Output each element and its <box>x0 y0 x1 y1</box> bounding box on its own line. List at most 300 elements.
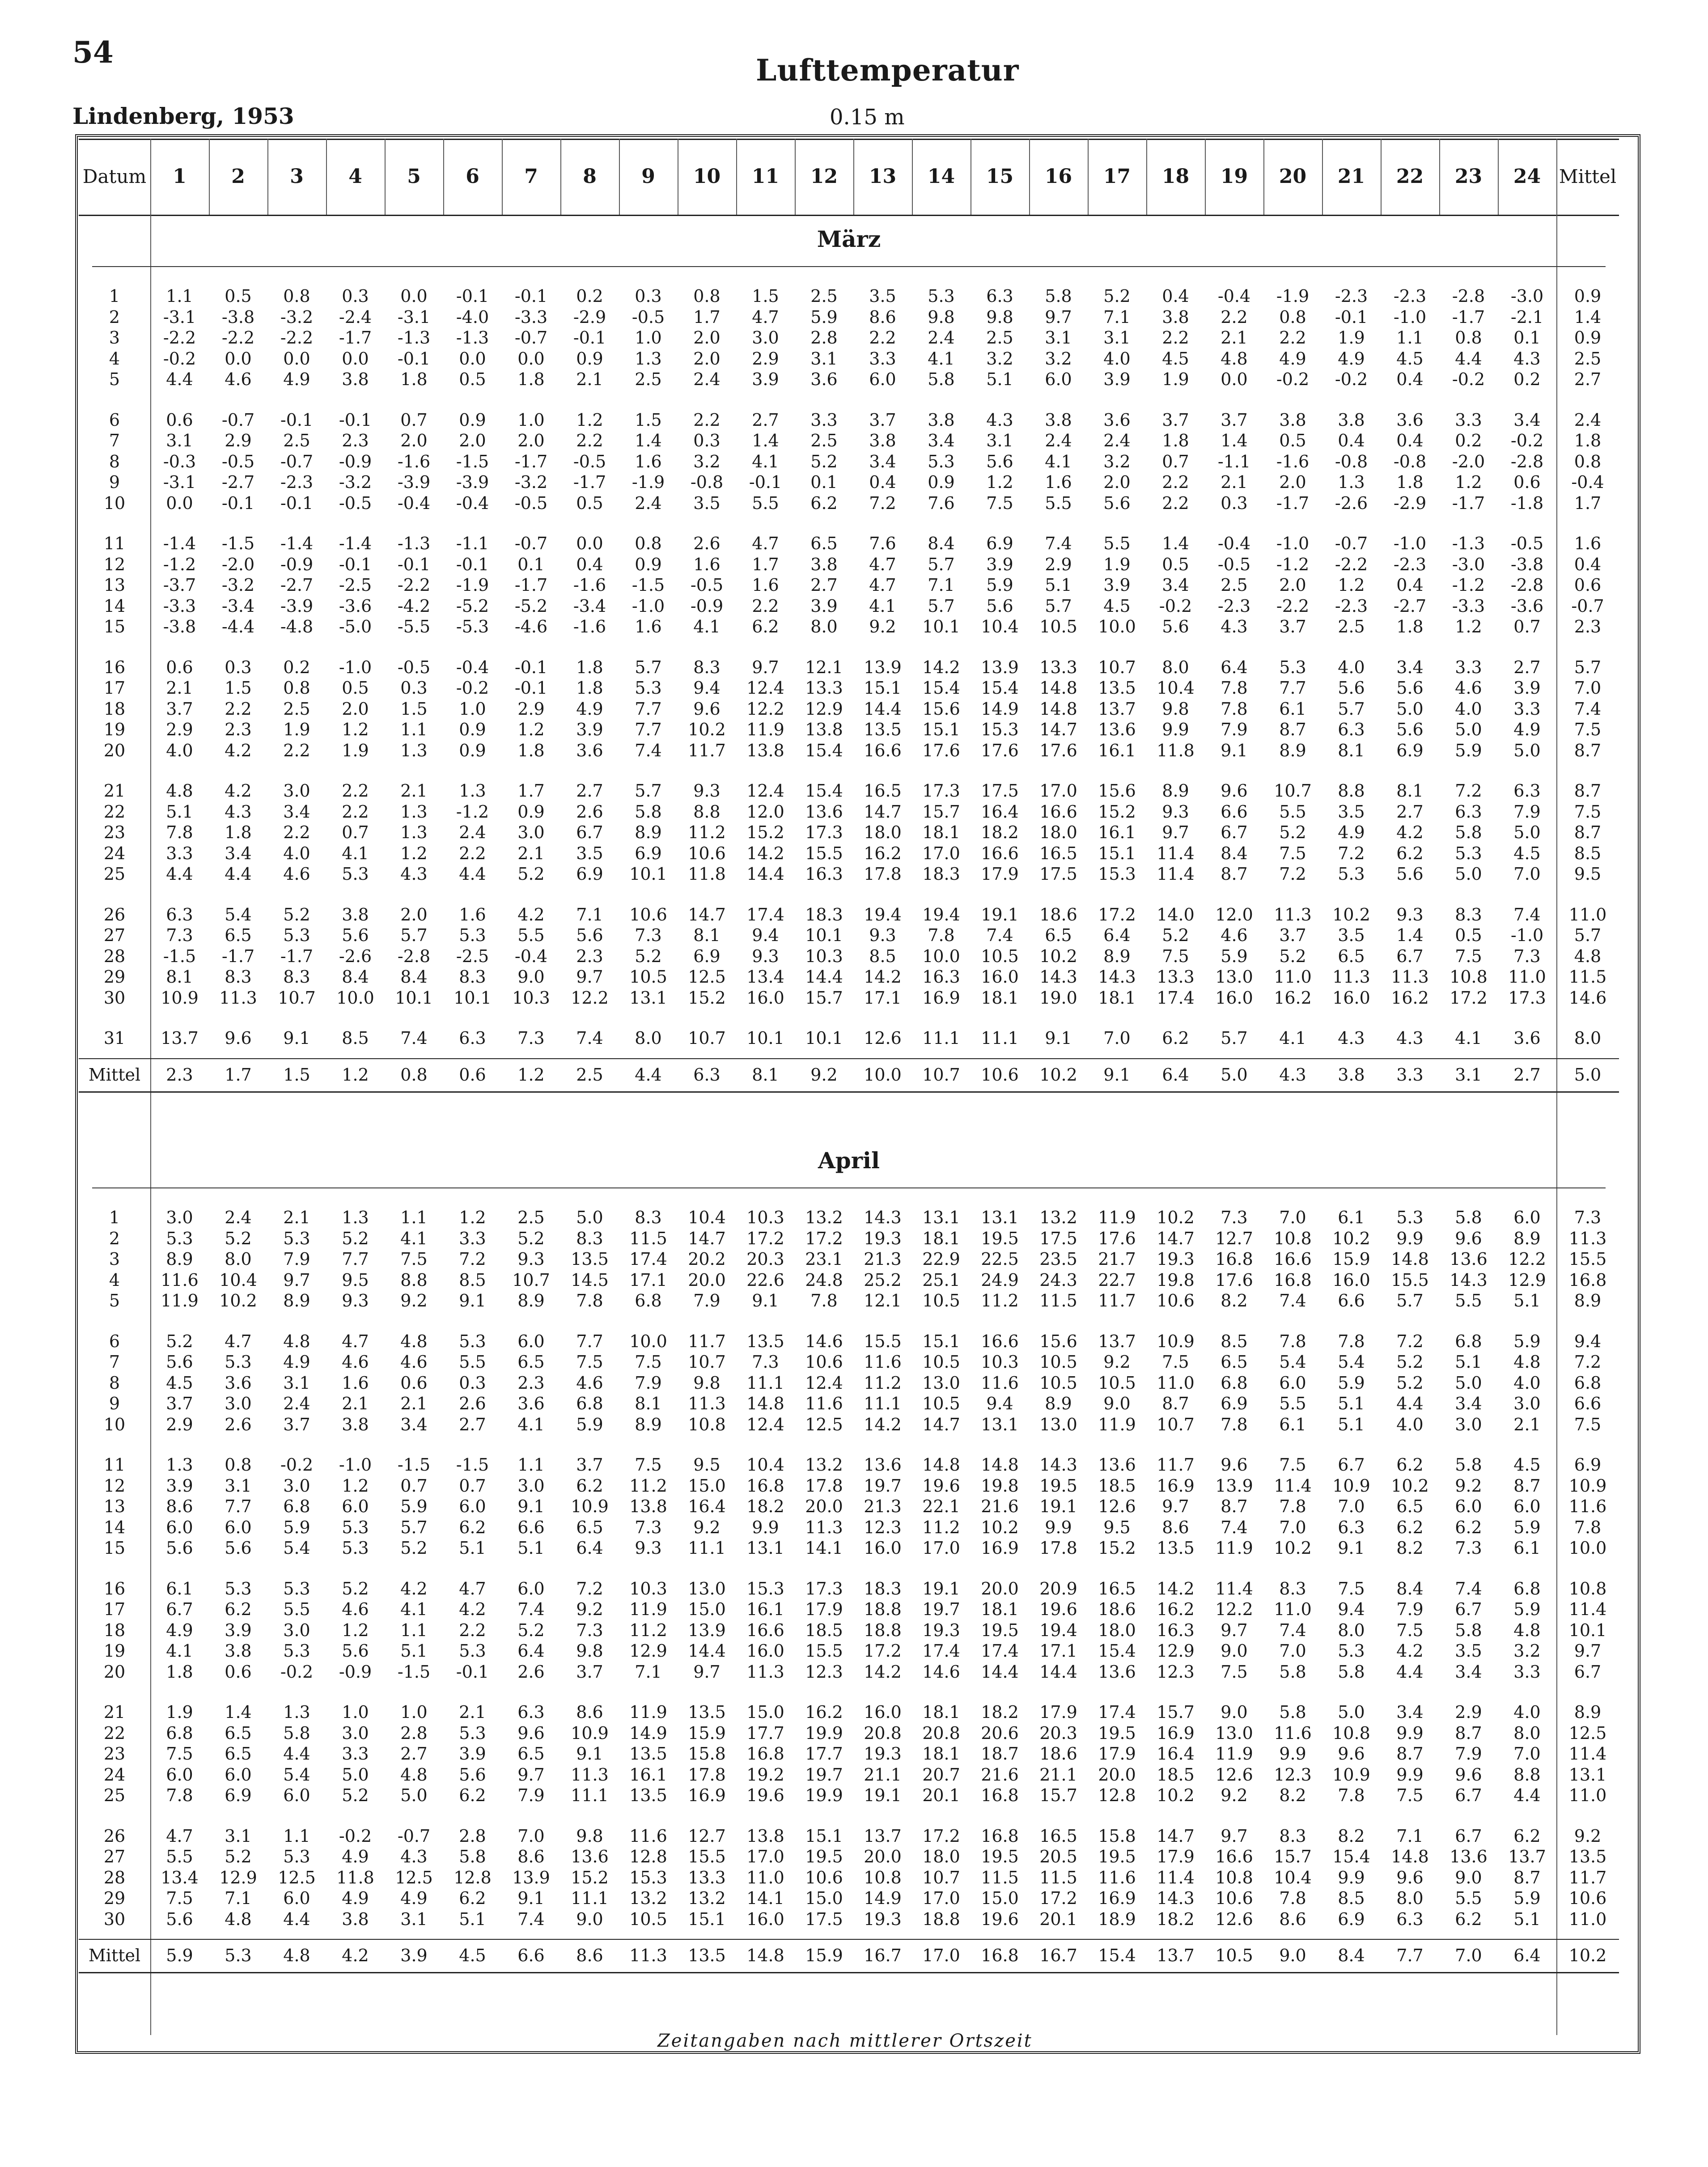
hour-value: 10.1 <box>629 864 667 884</box>
hour-value: 16.6 <box>1215 1847 1253 1866</box>
hour-value: 0.7 <box>400 1476 428 1496</box>
hour-value: 19.1 <box>922 1578 960 1599</box>
hour-value: 3.1 <box>400 1909 428 1929</box>
hour-value: 4.6 <box>342 1352 369 1372</box>
hour-value: 8.7 <box>1455 1723 1482 1743</box>
table-row <box>0 1208 1619 1227</box>
hour-value: 2.2 <box>693 410 720 430</box>
hour-value: 3.2 <box>1103 451 1131 471</box>
hour-value: 8.6 <box>1279 1909 1306 1929</box>
hour-value: 9.3 <box>752 946 779 966</box>
row-mean: 10.1 <box>1568 1620 1607 1640</box>
hour-value: 15.4 <box>1332 1847 1370 1866</box>
hour-value: 5.8 <box>928 369 955 389</box>
hour-value: 19.3 <box>922 1620 960 1640</box>
hour-value: 7.9 <box>1513 801 1541 822</box>
hour-value: 18.9 <box>1098 1909 1136 1929</box>
hour-value: 4.3 <box>400 1847 428 1866</box>
hour-value: 7.5 <box>986 493 1013 513</box>
hour-value: 5.9 <box>1221 946 1248 966</box>
hour-value: -3.2 <box>339 472 372 492</box>
hour-value: 10.0 <box>922 946 960 966</box>
hour-value: 19.7 <box>805 1764 843 1785</box>
hour-value: 6.5 <box>1045 925 1072 945</box>
hour-value: 19.5 <box>981 1620 1019 1640</box>
hour-value: 5.3 <box>1279 657 1306 677</box>
hour-value: 15.7 <box>1039 1785 1077 1805</box>
hour-value: 5.3 <box>1338 864 1365 884</box>
hour-value: 10.2 <box>1157 1208 1195 1227</box>
hour-value: 1.8 <box>1162 431 1189 450</box>
hour-value: 8.9 <box>1162 781 1189 801</box>
row-mean: 8.7 <box>1574 781 1602 801</box>
hour-value: 5.6 <box>1338 678 1365 698</box>
page-number: 54 <box>72 35 114 70</box>
hour-value: -3.6 <box>339 596 372 616</box>
hour-value: -3.2 <box>221 575 255 595</box>
hour-value: 6.5 <box>1396 1497 1424 1516</box>
hour-value: 9.0 <box>1455 1867 1482 1887</box>
hour-value: 17.3 <box>805 1578 843 1599</box>
hour-value: 15.4 <box>805 740 843 760</box>
hour-value: 4.1 <box>400 1228 428 1248</box>
hour-value: 5.2 <box>225 1228 252 1248</box>
hour-value: 4.1 <box>928 348 955 369</box>
hour-value: 5.6 <box>166 1352 193 1372</box>
hour-value: 2.2 <box>1162 493 1189 513</box>
hour-value: 7.5 <box>1162 946 1189 966</box>
row-mean: 15.5 <box>1568 1249 1607 1269</box>
hour-value: 4.4 <box>283 1744 310 1764</box>
hour-value: 7.8 <box>928 925 955 945</box>
table-row <box>0 657 1619 677</box>
hour-value: 16.3 <box>922 967 960 987</box>
hour-value: 0.3 <box>225 657 252 677</box>
hour-value: 14.3 <box>864 1208 902 1227</box>
hour-value: 3.6 <box>225 1373 252 1393</box>
row-mean: -0.7 <box>1571 596 1604 616</box>
hour-value: 9.3 <box>517 1249 545 1269</box>
row-mean: 7.3 <box>1574 1208 1602 1227</box>
mean-value: 16.7 <box>1039 1946 1077 1965</box>
hour-value: 13.5 <box>688 1702 726 1722</box>
hour-value: 0.9 <box>517 801 545 822</box>
hour-value: 5.3 <box>342 864 369 884</box>
hour-value: 4.7 <box>869 554 896 574</box>
hour-value: 7.8 <box>166 1785 193 1805</box>
hour-value: 1.6 <box>635 617 662 636</box>
header-hour: 2 <box>231 165 245 188</box>
hour-value: 24.3 <box>1039 1270 1077 1290</box>
mean-value: 4.8 <box>283 1946 310 1965</box>
hour-value: -0.1 <box>749 472 782 492</box>
hour-value: -1.1 <box>1217 451 1251 471</box>
hour-value: 1.2 <box>342 1476 369 1496</box>
row-mean: 1.8 <box>1574 431 1602 450</box>
hour-value: 15.2 <box>1098 801 1136 822</box>
hour-value: 4.8 <box>400 1764 428 1785</box>
hour-value: 1.6 <box>1045 472 1072 492</box>
hour-value: 5.9 <box>283 1517 310 1537</box>
mean-value: 4.3 <box>1279 1064 1306 1085</box>
hour-value: 4.5 <box>1103 596 1131 616</box>
hour-value: 19.3 <box>864 1228 902 1248</box>
table-row <box>0 555 1619 574</box>
hour-value: 4.4 <box>1513 1785 1541 1805</box>
hour-value: 5.7 <box>928 554 955 574</box>
mean-value: 10.2 <box>1039 1064 1077 1085</box>
hour-value: -2.3 <box>1335 286 1368 306</box>
hour-value: 10.7 <box>1098 657 1136 677</box>
hour-value: 6.3 <box>1396 1909 1424 1929</box>
hour-value: 3.5 <box>869 286 896 306</box>
hour-value: 20.1 <box>1039 1909 1077 1929</box>
hour-value: 12.6 <box>1215 1764 1253 1785</box>
hour-value: 17.1 <box>1039 1641 1077 1661</box>
hour-value: 15.2 <box>1098 1538 1136 1558</box>
hour-value: 2.0 <box>1103 472 1131 492</box>
hour-value: -0.1 <box>456 286 489 306</box>
table-row <box>0 349 1619 369</box>
hour-value: 3.5 <box>1455 1641 1482 1661</box>
row-date: 22 <box>103 1723 126 1743</box>
hour-value: 9.7 <box>576 967 603 987</box>
hour-value: 5.7 <box>1221 1028 1248 1048</box>
hour-value: 11.8 <box>688 864 726 884</box>
row-date: 9 <box>109 1394 120 1413</box>
hour-value: 6.8 <box>1455 1331 1482 1351</box>
row-date: 29 <box>103 967 126 987</box>
hour-value: 12.3 <box>1274 1764 1312 1785</box>
hour-value: -1.7 <box>514 451 548 471</box>
hour-value: 11.4 <box>1157 1867 1195 1887</box>
hour-value: 19.4 <box>1039 1620 1077 1640</box>
hour-value: 16.9 <box>922 988 960 1008</box>
row-date: 27 <box>103 925 126 945</box>
table-row <box>0 1455 1619 1475</box>
hour-value: 11.2 <box>864 1373 902 1393</box>
hour-value: 17.0 <box>922 1888 960 1908</box>
hour-value: 6.8 <box>166 1723 193 1743</box>
hour-value: 13.0 <box>1215 967 1253 987</box>
hour-value: 9.1 <box>1221 740 1248 760</box>
hour-value: 4.6 <box>1455 678 1482 698</box>
hour-value: -0.1 <box>1335 307 1368 327</box>
hour-value: 2.9 <box>752 348 779 369</box>
hour-value: 12.5 <box>395 1867 433 1887</box>
hour-value: 5.9 <box>986 575 1013 595</box>
hour-value: 10.6 <box>805 1352 843 1372</box>
hour-value: 7.7 <box>1279 678 1306 698</box>
hour-value: 19.3 <box>864 1744 902 1764</box>
hour-value: 4.9 <box>400 1888 428 1908</box>
hour-value: 1.3 <box>400 740 428 760</box>
row-date: 10 <box>103 493 126 513</box>
hour-value: -3.1 <box>163 472 196 492</box>
hour-value: -1.7 <box>339 328 372 348</box>
hour-value: 5.0 <box>1513 740 1541 760</box>
hour-value: 8.6 <box>166 1497 193 1516</box>
row-mean: 0.4 <box>1574 554 1602 574</box>
hour-value: -0.2 <box>1452 369 1485 389</box>
hour-value: 7.8 <box>1221 1414 1248 1434</box>
hour-value: 3.3 <box>1455 657 1482 677</box>
hour-value: 1.4 <box>225 1702 252 1722</box>
hour-value: 5.6 <box>1396 720 1424 739</box>
hour-value: 3.4 <box>869 451 896 471</box>
hour-value: 1.7 <box>693 307 720 327</box>
hour-value: 18.7 <box>981 1744 1019 1764</box>
hour-value: 11.1 <box>571 1785 609 1805</box>
hour-value: 22.1 <box>922 1497 960 1516</box>
hour-value: -5.0 <box>339 617 372 636</box>
hour-value: 5.8 <box>1338 1662 1365 1682</box>
hour-value: 8.1 <box>635 1394 662 1413</box>
hour-value: 10.7 <box>512 1270 550 1290</box>
hour-value: 11.9 <box>1098 1208 1136 1227</box>
hour-value: 11.2 <box>688 823 726 842</box>
hour-value: 2.4 <box>635 493 662 513</box>
hour-value: 6.4 <box>1103 925 1131 945</box>
hour-value: 13.2 <box>805 1455 843 1475</box>
hour-value: 6.4 <box>517 1641 545 1661</box>
hour-value: 0.2 <box>283 657 310 677</box>
hour-value: 4.4 <box>166 369 193 389</box>
hour-value: -3.3 <box>514 307 548 327</box>
row-date: 12 <box>103 1476 126 1496</box>
hour-value: 10.4 <box>219 1270 257 1290</box>
hour-value: 2.5 <box>635 369 662 389</box>
hour-value: 4.3 <box>986 410 1013 430</box>
hour-value: 6.8 <box>283 1497 310 1516</box>
row-mean: 9.5 <box>1574 864 1602 884</box>
hour-value: 2.1 <box>342 1394 369 1413</box>
hour-value: 18.1 <box>922 823 960 842</box>
hour-value: 20.0 <box>864 1847 902 1866</box>
hour-value: 9.7 <box>1221 1620 1248 1640</box>
hour-value: 10.9 <box>161 988 199 1008</box>
hour-value: 15.3 <box>629 1867 667 1887</box>
hour-value: 11.1 <box>981 1028 1019 1048</box>
hour-value: 6.5 <box>576 1517 603 1537</box>
mean-value: 10.5 <box>1215 1946 1253 1965</box>
hour-value: -0.8 <box>1335 451 1368 471</box>
hour-value: 18.8 <box>922 1909 960 1929</box>
hour-value: 18.5 <box>805 1620 843 1640</box>
row-date: 28 <box>103 1867 126 1887</box>
hour-value: -3.0 <box>1510 286 1544 306</box>
hour-value: 5.2 <box>635 946 662 966</box>
hour-value: 13.6 <box>1098 1455 1136 1475</box>
hour-value: 8.4 <box>400 967 428 987</box>
table-row <box>0 534 1619 553</box>
table-row <box>0 1723 1619 1743</box>
hour-value: 5.2 <box>517 864 545 884</box>
header-hour: 4 <box>348 165 362 188</box>
hour-value: 17.7 <box>746 1723 784 1743</box>
hour-value: 4.7 <box>225 1331 252 1351</box>
hour-value: 2.7 <box>1396 801 1424 822</box>
hour-value: 12.8 <box>1098 1785 1136 1805</box>
mean-value: 5.0 <box>1574 1064 1602 1085</box>
hour-value: 18.2 <box>1157 1909 1195 1929</box>
hour-value: 13.1 <box>629 988 667 1008</box>
table-row <box>0 1620 1619 1640</box>
hour-value: 18.1 <box>981 1599 1019 1619</box>
hour-value: 15.1 <box>864 678 902 698</box>
hour-value: -2.5 <box>456 946 489 966</box>
hour-value: 19.1 <box>864 1785 902 1805</box>
hour-value: 19.1 <box>981 904 1019 924</box>
hour-value: 10.0 <box>1098 617 1136 636</box>
hour-value: 0.7 <box>342 823 369 842</box>
hour-value: 15.0 <box>981 1888 1019 1908</box>
hour-value: 20.1 <box>922 1785 960 1805</box>
hour-value: 16.1 <box>746 1599 784 1619</box>
hour-value: 6.7 <box>576 823 603 842</box>
row-mean: 1.6 <box>1574 534 1602 553</box>
hour-value: 0.3 <box>635 286 662 306</box>
hour-value: 15.1 <box>1098 843 1136 863</box>
hour-value: 9.7 <box>1045 307 1072 327</box>
hour-value: 6.0 <box>517 1331 545 1351</box>
hour-value: 14.3 <box>1098 967 1136 987</box>
hour-value: 5.9 <box>810 307 838 327</box>
hour-value: 13.5 <box>864 720 902 739</box>
hour-value: 0.2 <box>1513 369 1541 389</box>
hour-value: 2.8 <box>810 328 838 348</box>
hour-value: 11.4 <box>1157 864 1195 884</box>
hour-value: 13.2 <box>1039 1208 1077 1227</box>
row-mean: 7.5 <box>1574 720 1602 739</box>
hour-value: 2.9 <box>1045 554 1072 574</box>
hour-value: 21.1 <box>864 1764 902 1785</box>
hour-value: 11.8 <box>336 1867 374 1887</box>
row-date: 9 <box>109 472 120 492</box>
hour-value: -0.2 <box>280 1455 314 1475</box>
hour-value: 7.2 <box>1279 864 1306 884</box>
hour-value: 1.0 <box>342 1702 369 1722</box>
hour-value: 9.4 <box>1338 1599 1365 1619</box>
hour-value: 9.0 <box>1103 1394 1131 1413</box>
hour-value: 4.4 <box>166 864 193 884</box>
table-row <box>0 1909 1619 1929</box>
hour-value: 19.6 <box>1039 1599 1077 1619</box>
hour-value: 11.3 <box>219 988 257 1008</box>
hour-value: 22.6 <box>746 1270 784 1290</box>
hour-value: 2.6 <box>576 801 603 822</box>
table-row <box>0 1579 1619 1599</box>
hour-value: 17.1 <box>629 1270 667 1290</box>
hour-value: 11.0 <box>746 1867 784 1887</box>
hour-value: 22.7 <box>1098 1270 1136 1290</box>
hour-value: 14.7 <box>1157 1228 1195 1248</box>
hour-value: 9.9 <box>1279 1744 1306 1764</box>
hour-value: 5.8 <box>635 801 662 822</box>
hour-value: 7.4 <box>400 1028 428 1048</box>
hour-value: 15.8 <box>1098 1826 1136 1846</box>
hour-value: 1.4 <box>752 431 779 450</box>
hour-value: 11.2 <box>629 1476 667 1496</box>
hour-value: 7.8 <box>1221 678 1248 698</box>
hour-value: 18.6 <box>1039 904 1077 924</box>
hour-value: -1.2 <box>456 801 489 822</box>
hour-value: 10.3 <box>981 1352 1019 1372</box>
row-mean: 2.7 <box>1574 369 1602 389</box>
hour-value: 15.7 <box>922 801 960 822</box>
hour-value: 2.2 <box>1279 328 1306 348</box>
hour-value: 6.9 <box>693 946 720 966</box>
mean-value: 15.4 <box>1098 1946 1136 1965</box>
hour-value: 16.8 <box>746 1476 784 1496</box>
hour-value: 5.2 <box>342 1785 369 1805</box>
hour-value: -1.5 <box>456 1455 489 1475</box>
hour-value: 5.9 <box>1455 740 1482 760</box>
row-date: 21 <box>103 781 126 801</box>
mean-value: 2.3 <box>166 1064 193 1085</box>
hour-value: 6.2 <box>225 1599 252 1619</box>
hour-value: 10.4 <box>1157 678 1195 698</box>
hour-value: -3.6 <box>1510 596 1544 616</box>
hour-value: 5.3 <box>342 1517 369 1537</box>
hour-value: 16.9 <box>1098 1888 1136 1908</box>
hour-value: 6.0 <box>225 1517 252 1537</box>
table-row <box>0 1028 1619 1048</box>
hour-value: 2.7 <box>576 781 603 801</box>
hour-value: 9.9 <box>1396 1723 1424 1743</box>
column-divider <box>560 139 561 215</box>
hour-value: 3.4 <box>1396 657 1424 677</box>
table-row <box>0 967 1619 987</box>
row-date: 17 <box>103 1599 126 1619</box>
hour-value: 5.3 <box>225 1352 252 1372</box>
row-mean: 2.3 <box>1574 617 1602 636</box>
mean-value: 13.5 <box>688 1946 726 1965</box>
hour-value: 7.0 <box>1513 1744 1541 1764</box>
hour-value: 8.5 <box>1221 1331 1248 1351</box>
hour-value: 13.1 <box>981 1414 1019 1434</box>
hour-value: 3.4 <box>1455 1662 1482 1682</box>
row-date: 5 <box>109 369 120 389</box>
hour-value: 9.7 <box>693 1662 720 1682</box>
hour-value: 17.3 <box>1508 988 1546 1008</box>
header-hour: 13 <box>869 165 897 188</box>
hour-value: 2.0 <box>517 431 545 450</box>
hour-value: 5.3 <box>1455 843 1482 863</box>
row-mean: 4.8 <box>1574 946 1602 966</box>
hour-value: 0.4 <box>1338 431 1365 450</box>
column-divider <box>326 139 327 215</box>
hour-value: 2.1 <box>283 1208 310 1227</box>
hour-value: 3.9 <box>166 1476 193 1496</box>
hour-value: 12.2 <box>1215 1599 1253 1619</box>
hour-value: 1.2 <box>1455 472 1482 492</box>
table-row <box>0 431 1619 450</box>
hour-value: 13.5 <box>1157 1538 1195 1558</box>
row-mean: 10.6 <box>1568 1888 1607 1908</box>
row-date: 22 <box>103 801 126 822</box>
hour-value: 10.2 <box>1157 1785 1195 1805</box>
hour-value: 5.3 <box>635 678 662 698</box>
table-row <box>0 575 1619 595</box>
hour-value: 8.6 <box>576 1702 603 1722</box>
hour-value: -5.2 <box>514 596 548 616</box>
hour-value: 1.8 <box>1396 472 1424 492</box>
hour-value: 5.5 <box>1455 1888 1482 1908</box>
hour-value: 5.8 <box>1279 1702 1306 1722</box>
hour-value: -2.8 <box>1452 286 1485 306</box>
column-divider <box>853 139 854 215</box>
